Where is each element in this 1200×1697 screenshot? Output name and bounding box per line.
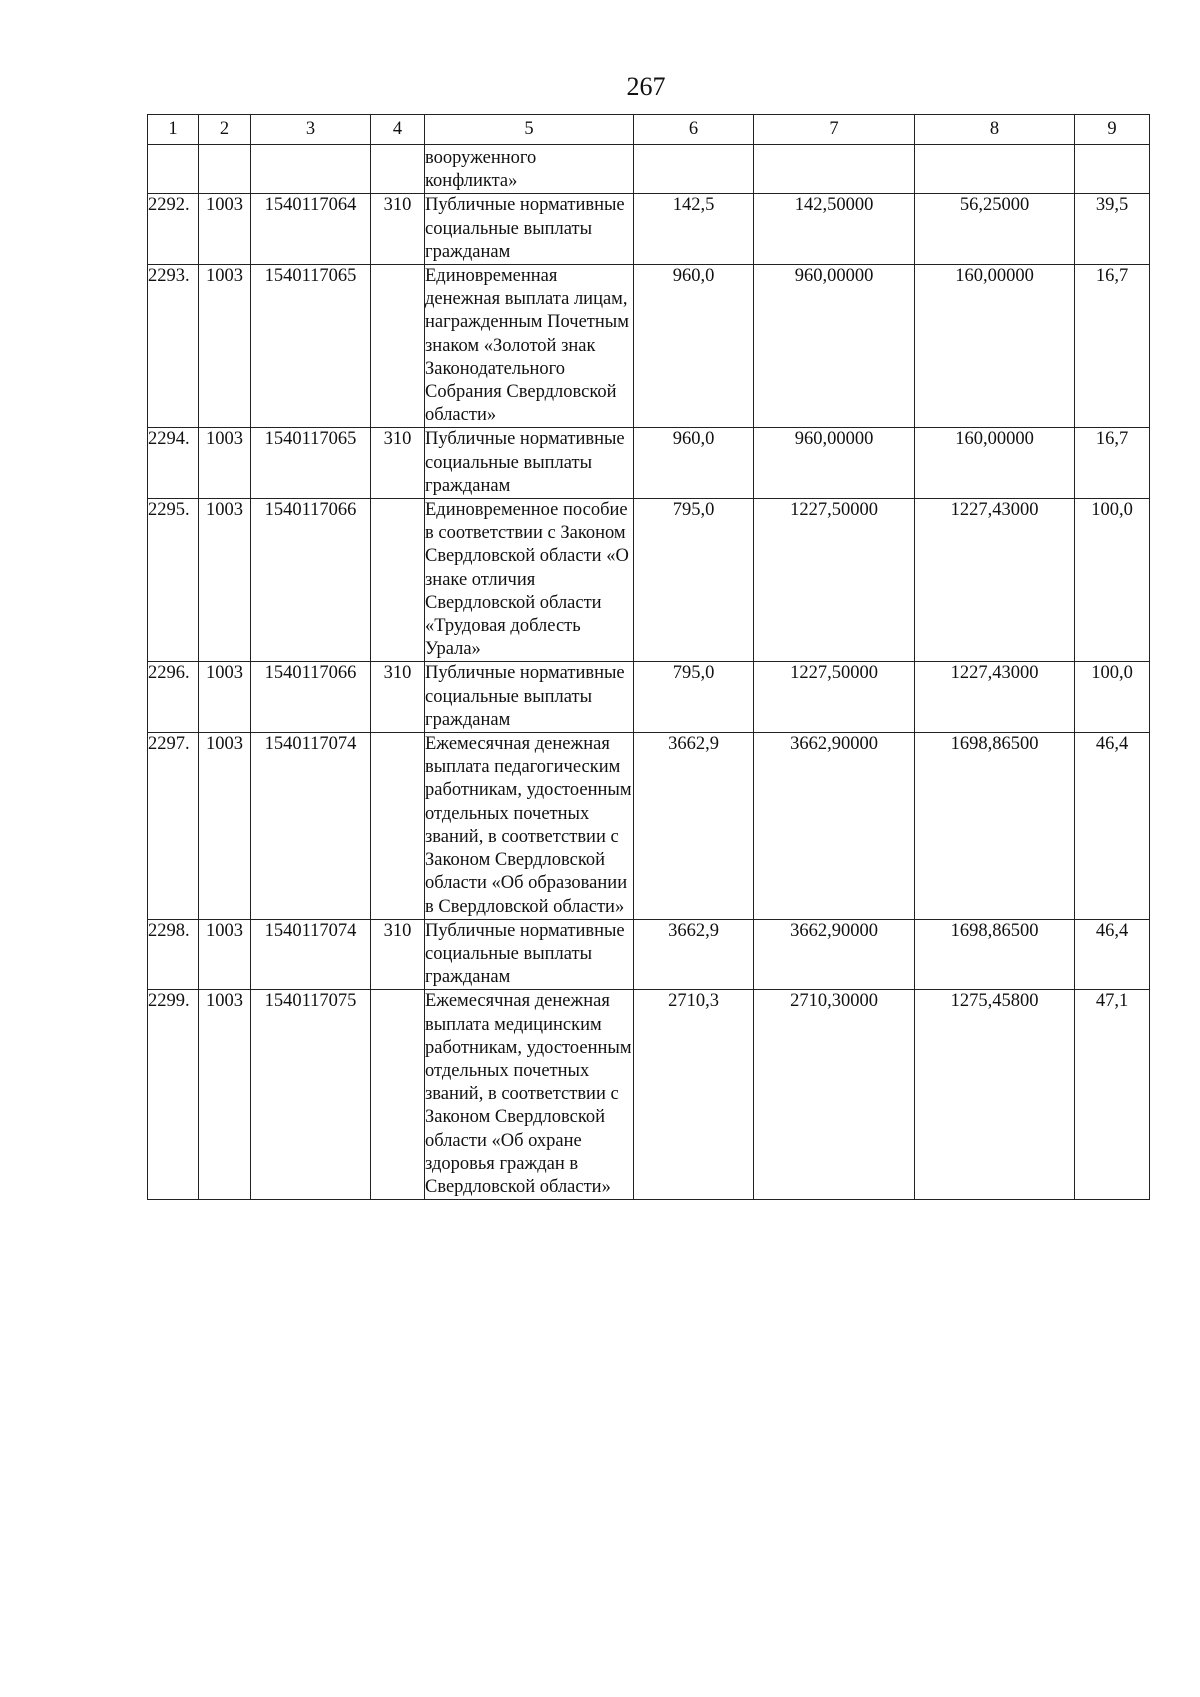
row-number: 2295. — [148, 499, 199, 662]
section-code: 1003 — [199, 919, 251, 990]
adjusted-amount: 1227,50000 — [754, 499, 915, 662]
execution-percent: 16,7 — [1075, 428, 1150, 499]
section-code: 1003 — [199, 428, 251, 499]
target-article-code: 1540117065 — [251, 428, 371, 499]
plan-amount: 3662,9 — [634, 733, 754, 920]
section-code: 1003 — [199, 265, 251, 428]
plan-amount — [634, 145, 754, 194]
target-article-code: 1540117074 — [251, 919, 371, 990]
item-name: Публичные нормативные социальные выплаты гражданам — [425, 428, 634, 499]
header-col-1: 1 — [148, 115, 199, 145]
table-row — [148, 990, 1150, 1200]
executed-amount: 1698,86500 — [915, 733, 1075, 920]
execution-percent: 47,1 — [1075, 990, 1150, 1200]
table-header-row — [148, 115, 1150, 145]
plan-amount: 142,5 — [634, 194, 754, 265]
target-article-code: 1540117066 — [251, 662, 371, 733]
header-col-8: 8 — [915, 115, 1075, 145]
table-row — [148, 428, 1150, 499]
section-code: 1003 — [199, 499, 251, 662]
expense-type-code — [371, 145, 425, 194]
page-number: 267 — [626, 72, 666, 101]
target-article-code — [251, 145, 371, 194]
execution-percent: 39,5 — [1075, 194, 1150, 265]
executed-amount — [915, 145, 1075, 194]
table-row — [148, 265, 1150, 428]
table-row — [148, 919, 1150, 990]
adjusted-amount: 3662,90000 — [754, 733, 915, 920]
row-number — [148, 145, 199, 194]
item-name: Ежемесячная денежная выплата медицинским работникам, удостоенным отдельных почетных званий, в соответствии с Законом Свердловской области «Об охране здоровья граждан в Свердловской области» — [425, 990, 634, 1200]
section-code: 1003 — [199, 662, 251, 733]
row-number: 2292. — [148, 194, 199, 265]
item-name: Публичные нормативные социальные выплаты гражданам — [425, 662, 634, 733]
executed-amount: 56,25000 — [915, 194, 1075, 265]
adjusted-amount — [754, 145, 915, 194]
adjusted-amount: 1227,50000 — [754, 662, 915, 733]
execution-percent: 46,4 — [1075, 919, 1150, 990]
item-name: Ежемесячная денежная выплата педагогическим работникам, удостоенным отдельных почетных званий, в соответствии с Законом Свердловской области «Об образовании в Свердловской области» — [425, 733, 634, 920]
expense-type-code: 310 — [371, 194, 425, 265]
execution-percent: 16,7 — [1075, 265, 1150, 428]
table-row — [148, 733, 1150, 920]
item-name: вооруженного конфликта» — [425, 145, 634, 194]
executed-amount: 1227,43000 — [915, 499, 1075, 662]
adjusted-amount: 3662,90000 — [754, 919, 915, 990]
plan-amount: 795,0 — [634, 662, 754, 733]
header-col-2: 2 — [199, 115, 251, 145]
executed-amount: 160,00000 — [915, 428, 1075, 499]
section-code: 1003 — [199, 733, 251, 920]
target-article-code: 1540117066 — [251, 499, 371, 662]
expense-type-code — [371, 733, 425, 920]
table-row — [148, 194, 1150, 265]
target-article-code: 1540117075 — [251, 990, 371, 1200]
plan-amount: 960,0 — [634, 428, 754, 499]
adjusted-amount: 960,00000 — [754, 428, 915, 499]
header-col-6: 6 — [634, 115, 754, 145]
header-col-9: 9 — [1075, 115, 1150, 145]
executed-amount: 1275,45800 — [915, 990, 1075, 1200]
plan-amount: 3662,9 — [634, 919, 754, 990]
target-article-code: 1540117064 — [251, 194, 371, 265]
row-number: 2298. — [148, 919, 199, 990]
row-number: 2299. — [148, 990, 199, 1200]
execution-percent: 100,0 — [1075, 499, 1150, 662]
executed-amount: 1227,43000 — [915, 662, 1075, 733]
section-code: 1003 — [199, 194, 251, 265]
expense-type-code — [371, 265, 425, 428]
item-name: Публичные нормативные социальные выплаты гражданам — [425, 194, 634, 265]
header-col-7: 7 — [754, 115, 915, 145]
section-code: 1003 — [199, 990, 251, 1200]
target-article-code: 1540117065 — [251, 265, 371, 428]
adjusted-amount: 142,50000 — [754, 194, 915, 265]
plan-amount: 960,0 — [634, 265, 754, 428]
executed-amount: 1698,86500 — [915, 919, 1075, 990]
header-col-4: 4 — [371, 115, 425, 145]
section-code — [199, 145, 251, 194]
execution-percent: 46,4 — [1075, 733, 1150, 920]
expense-type-code — [371, 499, 425, 662]
adjusted-amount: 2710,30000 — [754, 990, 915, 1200]
item-name: Публичные нормативные социальные выплаты гражданам — [425, 919, 634, 990]
execution-percent — [1075, 145, 1150, 194]
plan-amount: 2710,3 — [634, 990, 754, 1200]
plan-amount: 795,0 — [634, 499, 754, 662]
row-number: 2297. — [148, 733, 199, 920]
item-name: Единовременное пособие в соответствии с Законом Свердловской области «О знаке отличия Свердловской области «Трудовая доблесть Урала» — [425, 499, 634, 662]
item-name: Единовременная денежная выплата лицам, награжденным Почетным знаком «Золотой знак Законодательного Собрания Свердловской области» — [425, 265, 634, 428]
expense-type-code — [371, 990, 425, 1200]
executed-amount: 160,00000 — [915, 265, 1075, 428]
adjusted-amount: 960,00000 — [754, 265, 915, 428]
header-col-3: 3 — [251, 115, 371, 145]
header-col-5: 5 — [425, 115, 634, 145]
table-row — [148, 662, 1150, 733]
row-number: 2296. — [148, 662, 199, 733]
expense-type-code: 310 — [371, 662, 425, 733]
table-row — [148, 145, 1150, 194]
table-row — [148, 499, 1150, 662]
target-article-code: 1540117074 — [251, 733, 371, 920]
budget-table — [147, 114, 1150, 1200]
execution-percent: 100,0 — [1075, 662, 1150, 733]
expense-type-code: 310 — [371, 428, 425, 499]
row-number: 2293. — [148, 265, 199, 428]
expense-type-code: 310 — [371, 919, 425, 990]
row-number: 2294. — [148, 428, 199, 499]
